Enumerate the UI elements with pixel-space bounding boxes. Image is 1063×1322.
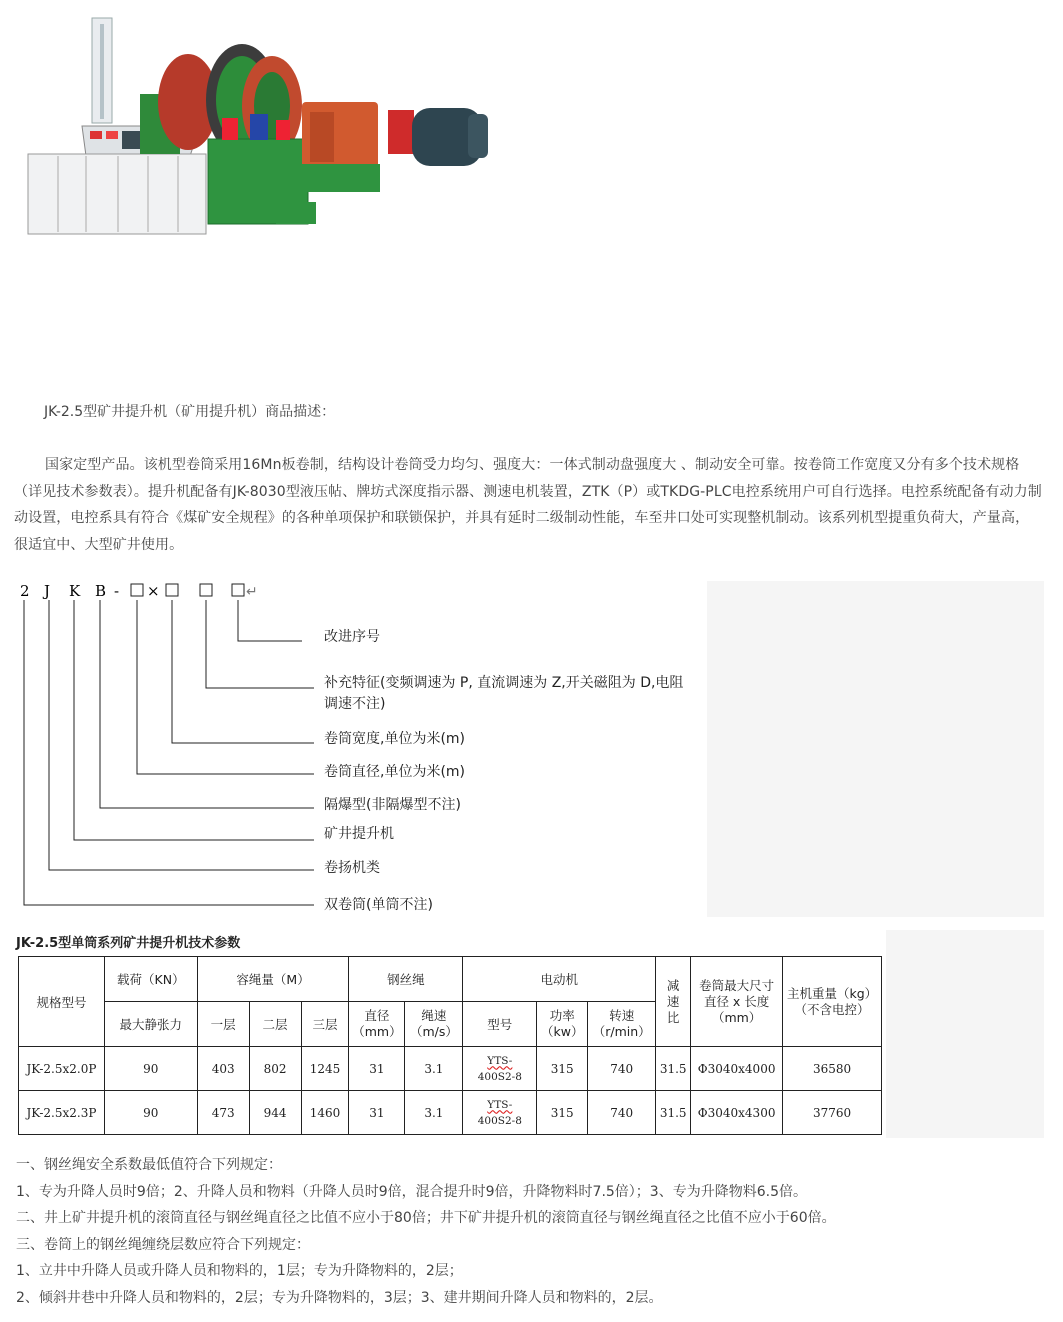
th-weight: 主机重量（kg） （不含电控）	[783, 957, 882, 1047]
th-rope: 钢丝绳	[349, 957, 463, 1002]
code-box-feature	[200, 584, 212, 596]
label-drum-width: 卷筒宽度,单位为米(m)	[324, 731, 466, 747]
table-row	[19, 1091, 882, 1135]
note-line: 一、钢丝绳安全系数最低值符合下列规定：	[16, 1157, 282, 1173]
label-feature-cont: 调速不注)	[324, 696, 386, 712]
gray-panel-table	[886, 930, 1044, 1138]
cell-layer3: 1460	[301, 1091, 349, 1135]
code-box-width	[166, 584, 178, 596]
notes-section	[16, 1152, 1046, 1311]
cell-diameter: 31	[349, 1047, 405, 1091]
th-motor-model: 型号	[463, 1002, 537, 1047]
th-load: 载荷（KN）	[104, 957, 197, 1002]
cell-layer1: 473	[197, 1091, 249, 1135]
cell-drum: Φ3040x4300	[691, 1091, 783, 1135]
label-winch: 卷扬机类	[324, 860, 380, 876]
tech-params-table	[18, 956, 882, 1135]
th-layer2: 二层	[249, 1002, 301, 1047]
label-feature: 补充特征(变频调速为 P, 直流调速为 Z,开关磁阻为 D,电阻	[324, 675, 684, 691]
th-max-static: 最大静张力	[104, 1002, 197, 1047]
cell-speed: 3.1	[405, 1047, 463, 1091]
cell-ratio: 31.5	[656, 1091, 691, 1135]
th-layer1: 一层	[197, 1002, 249, 1047]
product-image	[20, 14, 500, 244]
cell-power: 315	[537, 1047, 588, 1091]
table-title: JK-2.5型单筒系列矿井提升机技术参数	[16, 936, 241, 951]
code-char-j: J	[44, 582, 51, 600]
table-row	[19, 1047, 882, 1091]
th-layer3: 三层	[301, 1002, 349, 1047]
cell-tension: 90	[104, 1047, 197, 1091]
cell-layer2: 802	[249, 1047, 301, 1091]
cell-layer1: 403	[197, 1047, 249, 1091]
code-box-diameter	[131, 584, 143, 596]
gray-panel	[707, 581, 1044, 917]
note-line: 1、专为升降人员时9倍；2、升降人员和物料（升降人员时9倍，混合提升时9倍，升降物料时7.5倍）；3、专为升降物料6.5倍。	[16, 1183, 807, 1200]
th-speed: 绳速 （m/s）	[405, 1002, 463, 1047]
cell-layer3: 1245	[301, 1047, 349, 1091]
model-code-diagram	[14, 578, 714, 918]
label-double-drum: 双卷筒(单筒不注)	[324, 897, 433, 913]
th-rpm: 转速 （r/min）	[588, 1002, 656, 1047]
code-char-dash: -	[114, 582, 120, 600]
cell-drum: Φ3040x4000	[691, 1047, 783, 1091]
th-model: 规格型号	[19, 957, 105, 1047]
cell-tension: 90	[104, 1091, 197, 1135]
th-motor: 电动机	[463, 957, 656, 1002]
cell-speed: 3.1	[405, 1091, 463, 1135]
code-char-2: 2	[20, 582, 30, 600]
note-line: 二、井上矿井提升机的滚筒直径与钢丝绳直径之比值不应小于80倍；井下矿井提升机的滚筒直径与钢丝绳直径之比值不应小于60倍。	[16, 1210, 836, 1226]
cell-diameter: 31	[349, 1091, 405, 1135]
th-drum: 卷筒最大尺寸 直径 x 长度 （mm）	[691, 957, 783, 1047]
label-drum-diameter: 卷筒直径,单位为米(m)	[324, 764, 466, 780]
code-char-b: B	[95, 582, 107, 600]
cell-power: 315	[537, 1091, 588, 1135]
cell-motor-model: YTS- 400S2-8	[463, 1047, 537, 1091]
code-char-k: K	[69, 582, 81, 600]
cell-weight: 36580	[783, 1047, 882, 1091]
cell-model: JK-2.5x2.0P	[19, 1047, 105, 1091]
note-line: 1、立井中升降人员或升降人员和物料的，1层；专为升降物料的，2层；	[16, 1263, 463, 1279]
code-char-times: ×	[147, 582, 160, 600]
cell-model: JK-2.5x2.3P	[19, 1091, 105, 1135]
th-diameter: 直径 （mm）	[349, 1002, 405, 1047]
cell-layer2: 944	[249, 1091, 301, 1135]
cell-weight: 37760	[783, 1091, 882, 1135]
cell-ratio: 31.5	[656, 1047, 691, 1091]
code-box-revision	[232, 584, 244, 596]
note-line: 2、倾斜井巷中升降人员和物料的，2层；专为升降物料的，3层；3、建井期间升降人员和物料的，2层。	[16, 1289, 663, 1306]
cell-rpm: 740	[588, 1091, 656, 1135]
table-header-row-1	[19, 957, 882, 1002]
label-explosion-proof: 隔爆型(非隔爆型不注)	[324, 797, 461, 813]
note-line: 三、卷筒上的钢丝绳缠绕层数应符合下列规定：	[16, 1236, 310, 1253]
return-mark: ↵	[246, 584, 258, 600]
th-capacity: 容绳量（M）	[197, 957, 349, 1002]
th-power: 功率 （kw）	[537, 1002, 588, 1047]
product-description: 国家定型产品。该机型卷筒采用16Mn板卷制，结构设计卷筒受力均匀、强度大：一体式制动盘强度大 、制动安全可靠。按卷筒工作宽度又分有多个技术规格（详见技术参数表）。提升机配备有JK-8030型液压帖、牌坊式深度指示器、测速电机装置，ZTK（P）或TKDG-PLC电控系统用户可自行选择。电控系统配备有动力制动设置，电控系具有符合《煤矿安全规程》的各种单项保护和联锁保护，并具有延时二级制动性能，车至井口处可实现整机制动。该系列机型提重负荷大，产量高，很适宜中、大型矿井使用。	[14, 457, 1042, 553]
th-ratio: 减 速 比	[656, 957, 691, 1047]
cell-rpm: 740	[588, 1047, 656, 1091]
cell-motor-model: YTS- 400S2-8	[463, 1091, 537, 1135]
label-revision: 改进序号	[324, 629, 380, 645]
label-mine-hoist: 矿井提升机	[324, 826, 394, 842]
product-heading: JK-2.5型矿井提升机（矿用提升机）商品描述：	[44, 404, 336, 420]
